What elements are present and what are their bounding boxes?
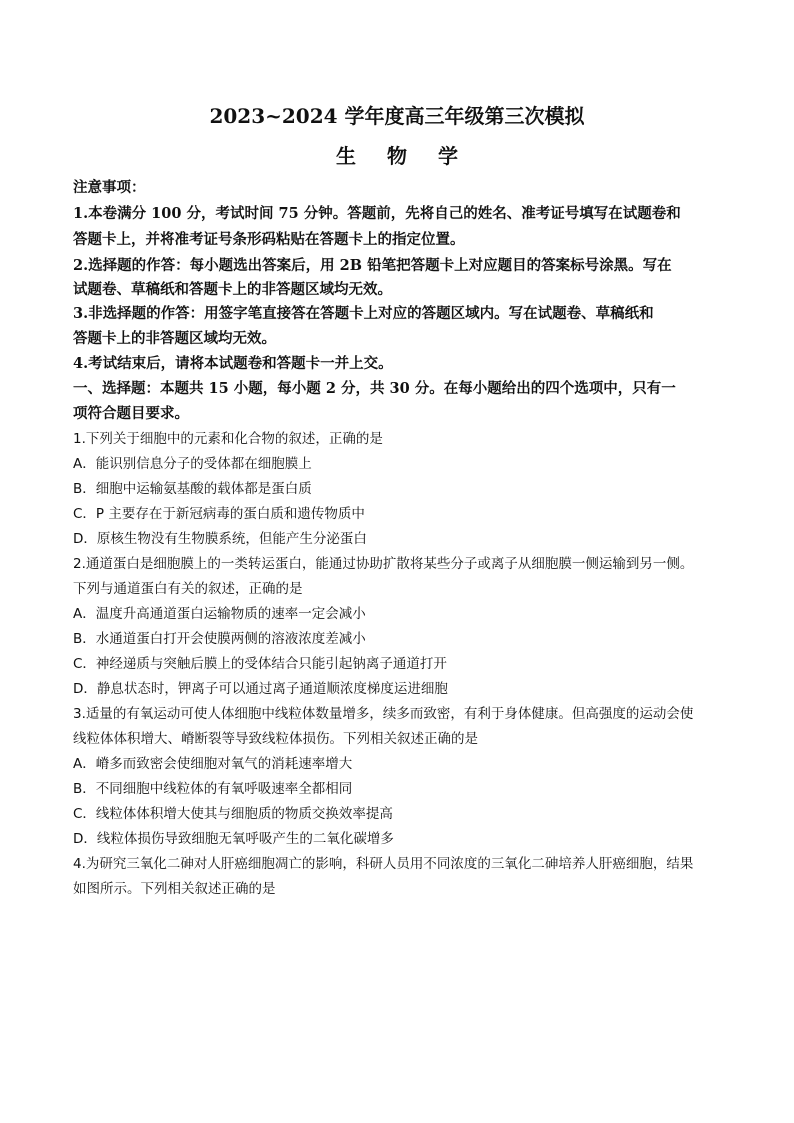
- section-heading: 一、选择题：本题共 15 小题，每小题 2 分，共 30 分。在每小题给出的四个选项中，只有一: [73, 380, 676, 397]
- question-stem: 如图所示。下列相关叙述正确的是: [73, 881, 276, 897]
- question-option: A．温度升高通道蛋白运输物质的速率一定会减小: [73, 606, 366, 622]
- question-stem: 线粒体体积增大、嵴断裂等导致线粒体损伤。下列相关叙述正确的是: [73, 731, 478, 747]
- question-stem: 2.通道蛋白是细胞膜上的一类转运蛋白，能通过协助扩散将某些分子或离子从细胞膜一侧运输到另一侧。: [73, 556, 694, 572]
- notice-line: 答题卡上的非答题区域均无效。: [73, 330, 276, 347]
- notice-line: 3.非选择题的作答：用签字笔直接答在答题卡上对应的答题区域内。写在试题卷、草稿纸和: [73, 305, 654, 322]
- question-option: B．水通道蛋白打开会使膜两侧的溶液浓度差减小: [73, 631, 366, 647]
- question-stem: 下列与通道蛋白有关的叙述，正确的是: [73, 581, 303, 597]
- question-option: B．细胞中运输氨基酸的载体都是蛋白质: [73, 481, 312, 497]
- question-option: A．能识别信息分子的受体都在细胞膜上: [73, 456, 312, 472]
- section-heading: 项符合题目要求。: [73, 405, 189, 422]
- notice-heading: 注意事项：: [73, 179, 146, 196]
- notice-line: 答题卡上，并将准考证号条形码粘贴在答题卡上的指定位置。: [73, 231, 465, 248]
- question-option: D．线粒体损伤导致细胞无氧呼吸产生的二氧化碳增多: [73, 831, 394, 847]
- question-stem: 1.下列关于细胞中的元素和化合物的叙述，正确的是: [73, 431, 383, 447]
- notice-line: 2.选择题的作答：每小题选出答案后，用 2B 铅笔把答题卡上对应题目的答案标号涂黑。写在: [73, 257, 672, 274]
- question-option: C．线粒体体积增大使其与细胞质的物质交换效率提高: [73, 806, 393, 822]
- notice-line: 4.考试结束后，请将本试题卷和答题卡一并上交。: [73, 355, 393, 372]
- subject-title: 生 物 学: [336, 144, 470, 168]
- question-option: A．嵴多而致密会使细胞对氧气的消耗速率增大: [73, 756, 353, 772]
- question-option: C．P 主要存在于新冠病毒的蛋白质和遗传物质中: [73, 506, 365, 522]
- question-option: D．原核生物没有生物膜系统，但能产生分泌蛋白: [73, 531, 367, 547]
- question-option: B．不同细胞中线粒体的有氧呼吸速率全都相同: [73, 781, 353, 797]
- question-stem: 3.适量的有氧运动可使人体细胞中线粒体数量增多，续多而致密，有利于身体健康。但高强度的运动会使: [73, 706, 694, 722]
- question-option: C．神经递质与突触后膜上的受体结合只能引起钠离子通道打开: [73, 656, 447, 672]
- question-option: D．静息状态时，钾离子可以通过离子通道顺浓度梯度运进细胞: [73, 681, 448, 697]
- question-stem: 4.为研究三氧化二砷对人肝癌细胞凋亡的影响，科研人员用不同浓度的三氧化二砷培养人肝癌细胞，结果: [73, 856, 694, 872]
- notice-line: 试题卷、草稿纸和答题卡上的非答题区域均无效。: [73, 281, 392, 298]
- exam-title: 2023~2024 学年度高三年级第三次模拟: [209, 104, 585, 128]
- notice-line: 1.本卷满分 100 分，考试时间 75 分钟。答题前，先将自己的姓名、准考证号填写在试题卷和: [73, 205, 681, 222]
